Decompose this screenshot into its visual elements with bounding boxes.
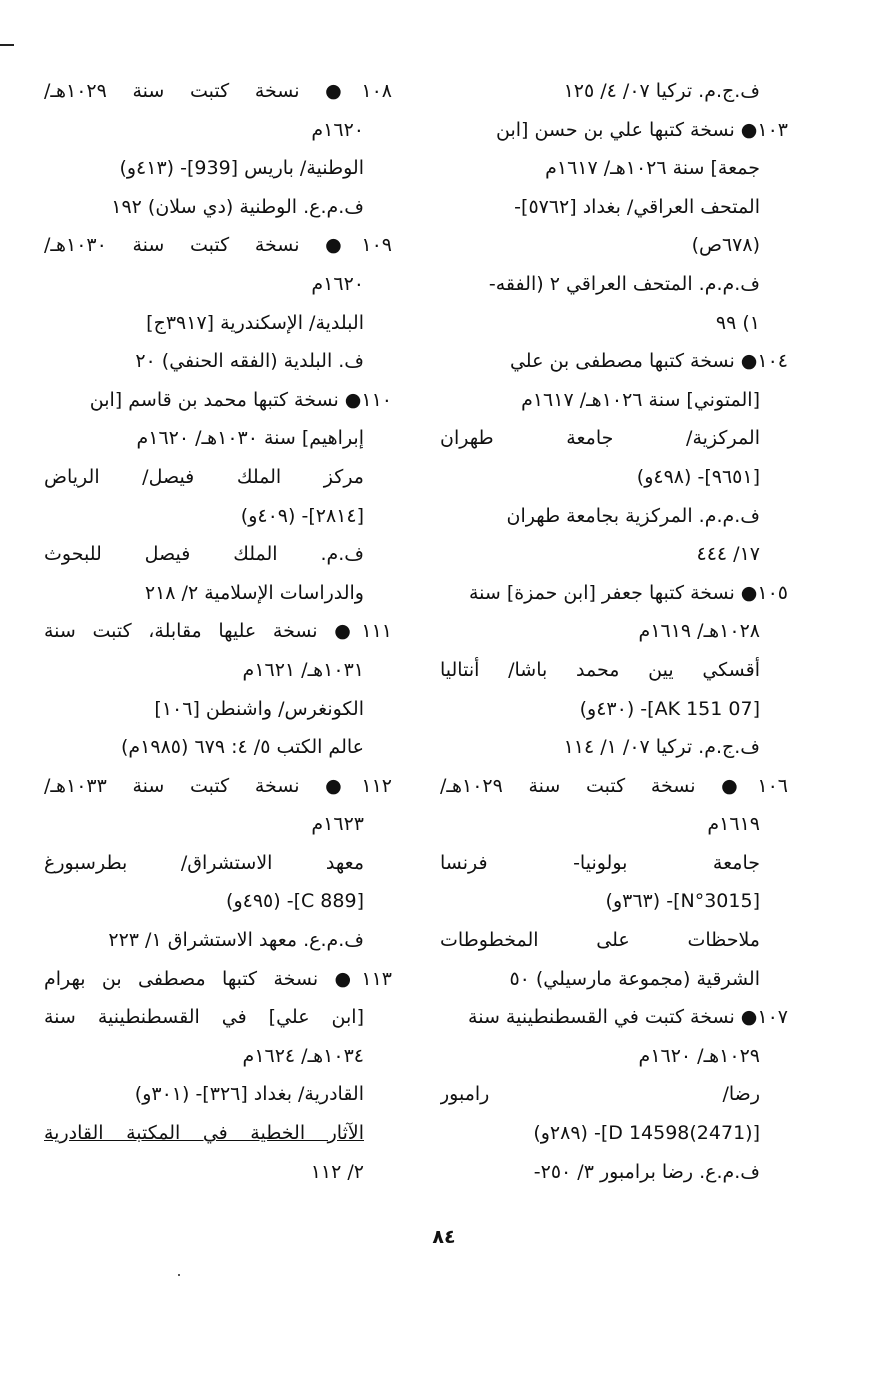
entry-heading: ١١٠● نسخة كتبها محمد بن قاسم [ابن xyxy=(89,388,392,411)
entry-line: ف.م.ع. رضا برامبور ٣/ ٢٥٠- xyxy=(533,1160,760,1183)
entry-heading: ١٠٤● نسخة كتبها مصطفى بن علي xyxy=(509,350,788,373)
entry-line: البلدية/ الإسكندرية [٣٩١٧ج] xyxy=(146,311,364,334)
entry-heading: ١٠٦● نسخة كتبت سنة ١٠٢٩هـ/ xyxy=(440,774,788,797)
entry-line: ١٠٢٨هـ/ ١٦١٩م xyxy=(638,620,760,643)
entry-line: ف.ج.م. تركيا ٠٧/ ١/ ١١٤ xyxy=(563,736,760,759)
entry-line: [٩٦٥١]- (٤٩٨و) xyxy=(636,465,760,488)
entry-line: الكونغرس/ واشنطن [١٠٦] xyxy=(154,697,364,720)
speck xyxy=(178,1274,180,1276)
entry-line: ٢/ ١١٢ xyxy=(310,1160,364,1183)
entry-line: ١) ٩٩ xyxy=(715,311,760,334)
entry-line: ١٧/ ٤٤٤ xyxy=(696,543,760,566)
entry-line: والدراسات الإسلامية ٢/ ٢١٨ xyxy=(144,581,364,604)
entry-line: ١٦٢٠م xyxy=(311,118,364,141)
entry-line: مركز الملك فيصل/ الرياض xyxy=(44,465,364,488)
entry-line: معهد الاستشراق/ بطرسبورغ xyxy=(44,851,364,874)
entry-heading: ١١٣● نسخة كتبها مصطفى بن بهرام xyxy=(44,967,392,990)
entry-heading: ١١٢● نسخة كتبت سنة ١٠٣٣هـ/ xyxy=(44,774,392,797)
entry-line: رضا/ رامبور xyxy=(440,1083,760,1106)
entry-line: أقسكي يين محمد باشا/ أنتاليا xyxy=(440,658,760,681)
entry-line: ف. البلدية (الفقه الحنفي) ٢٠ xyxy=(135,350,364,373)
entry-line: ١٦٢٣م xyxy=(311,813,364,836)
entry-line: [07 AK 151]- (٤٣٠و) xyxy=(579,697,760,720)
entry-line: عالم الكتب ٥/ ٤: ٦٧٩ (١٩٨٥م) xyxy=(120,736,364,759)
entry-line: ف.م.ع. معهد الاستشراق ١/ ٢٢٣ xyxy=(108,929,364,952)
entry-line: ف.ج.م. تركيا ٠٧/ ٤/ ١٢٥ xyxy=(563,80,760,102)
entry-heading: ١١١● نسخة عليها مقابلة، كتبت سنة xyxy=(44,620,392,643)
entry-line: جامعة بولونيا- فرنسا xyxy=(440,851,760,874)
entry-line: ١٦١٩م xyxy=(707,813,760,836)
entry-line: ملاحظات على المخطوطات xyxy=(440,929,760,952)
entry-line: [N°3015]- (٣٦٣و) xyxy=(605,890,760,913)
entry-heading: ١٠٩● نسخة كتبت سنة ١٠٣٠هـ/ xyxy=(44,234,392,257)
entry-line: جمعة] سنة ١٠٢٦هـ/ ١٦١٧م xyxy=(545,157,760,180)
entry-line: الشرقية (مجموعة مارسيلي) ٥٠ xyxy=(509,967,760,990)
entry-line: القادرية/ بغداد [٣٢٦]- (٣٠١و) xyxy=(134,1083,364,1106)
entry-line: [D 14598(2471)]- (٢٨٩و) xyxy=(533,1122,760,1145)
entry-line: ١٠٣١هـ/ ١٦٢١م xyxy=(242,658,364,681)
entry-line: ١٠٣٤هـ/ ١٦٢٤م xyxy=(242,1044,364,1067)
right-column xyxy=(440,72,788,1191)
entry-line: [ابن علي] في القسطنطينية سنة xyxy=(44,1006,364,1029)
left-column xyxy=(44,72,392,1191)
entry-heading: ١٠٧● نسخة كتبت في القسطنطينية سنة xyxy=(468,1006,788,1029)
entry-line: [٢٨١٤]- (٤٠٩و) xyxy=(240,504,364,527)
entry-heading: ١٠٥● نسخة كتبها جعفر [ابن حمزة] سنة xyxy=(468,581,788,604)
entry-line: ١٦٢٠م xyxy=(311,272,364,295)
entry-line: [C 889]- (٤٩٥و) xyxy=(226,890,364,913)
entry-line: ف.م. الملك فيصل للبحوث xyxy=(44,543,364,566)
margin-mark xyxy=(0,44,14,46)
entry-line: [المتوني] سنة ١٠٢٦هـ/ ١٦١٧م xyxy=(521,388,760,411)
entry-line: المتحف العراقي/ بغداد [٥٧٦٢]- xyxy=(514,195,760,218)
entry-line: ١٠٢٩هـ/ ١٦٢٠م xyxy=(638,1044,760,1067)
page-number: ٨٤ xyxy=(432,1226,456,1248)
entry-line: الوطنية/ باريس [939]- (٤١٣و) xyxy=(119,157,364,180)
entry-line: المركزية/ جامعة طهران xyxy=(440,427,760,450)
entry-line: ف.م.م. المركزية بجامعة طهران xyxy=(506,504,760,527)
entry-heading: ١٠٣● نسخة كتبها علي بن حسن [ابن xyxy=(495,118,788,141)
entry-line: ف.م.ع. الوطنية (دي سلان) ١٩٢ xyxy=(111,195,364,218)
entry-line: الآثار الخطية في المكتبة القادرية xyxy=(44,1122,364,1145)
entry-heading: ١٠٨● نسخة كتبت سنة ١٠٢٩هـ/ xyxy=(44,80,392,102)
entry-line: ف.م.م. المتحف العراقي ٢ (الفقه- xyxy=(488,272,760,295)
entry-line: (٦٧٨ص) xyxy=(691,234,760,257)
entry-line: إبراهيم] سنة ١٠٣٠هـ/ ١٦٢٠م xyxy=(136,427,364,450)
